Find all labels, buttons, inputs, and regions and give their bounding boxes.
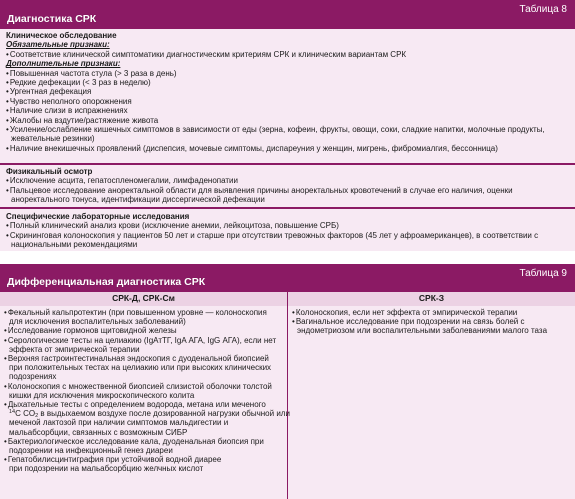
list-item: • Ургентная дефекация [6, 87, 569, 96]
list-item: • Чувство неполного опорожнения [6, 97, 569, 106]
list-item-continuation: эффекта от эмпирической терапии [9, 344, 140, 354]
list-item: • Наличие внекишечных проявлений (диспепсия, мочевые симптомы, диспареуния у женщин, мигрень, фибромиалгия, бессонница) [6, 144, 569, 153]
table-9-number: Таблица 9 [519, 268, 567, 279]
list-item: • Повышенная частота стула (> 3 раза в день) [6, 69, 569, 78]
divider [0, 207, 575, 209]
table-9-title: Дифференциальная диагностика СРК [7, 276, 206, 288]
list-item: • Наличие слизи в испражнениях [6, 106, 569, 115]
column-header-right: СРК-З [288, 292, 575, 306]
list-item: • Исследование гормонов щитовидной железы [4, 326, 283, 335]
list-item: • Верхняя гастроинтестинальная эндоскопия с дуоденальной биопсией [4, 354, 283, 363]
table-9 [0, 264, 575, 499]
list-item-continuation: аноректального тонуса, идентификации диссергической дефекации [11, 195, 265, 205]
subheading-mandatory: Обязательные признаки: [6, 40, 110, 50]
list-item: • Редкие дефекации (< 3 раз в неделю) [6, 78, 569, 87]
list-item: • Вагинальное исследование при подозрении на связь болей с [292, 317, 571, 326]
list-item: • Скрининговая колоноскопия у пациентов 50 лет и старше при отсутствии тревожных факторов (45 лет у афроамериканцев), в соответствии с [6, 231, 569, 240]
section-physical-exam [0, 165, 575, 205]
section-lab-tests [0, 210, 575, 250]
list-item: • Исключение асцита, гепатоспленомегалии, лимфаденопатии [6, 176, 569, 185]
list-item: • Фекальный кальпротектин (при повышенном уровне — колоноскопия [4, 308, 283, 317]
section-heading: Специфические лабораторные исследования [6, 212, 190, 221]
list-item: • Бактериологическое исследование кала, дуоденальная биопсия при [4, 437, 283, 446]
section-clinical-exam [0, 29, 575, 153]
isotope-superscript: 14 [9, 409, 16, 416]
subheading-additional: Дополнительные признаки: [6, 59, 121, 69]
table-8-number: Таблица 8 [519, 4, 567, 15]
co2-rest: в выдыхаемом воздухе после дозированной нагрузки обычной или [38, 409, 290, 419]
co2-text: C CO [15, 409, 36, 419]
list-item: • Колоноскопия, если нет эффекта от эмпирической терапии [292, 308, 571, 317]
column-header-left: СРК-Д, СРК-См [0, 292, 287, 306]
list-item-continuation: для исключения воспалительных заболеваний) [9, 317, 186, 327]
list-item: • Колоноскопия с множественной биопсией слизистой оболочки толстой [4, 382, 283, 391]
list-item-continuation: национальными рекомендациями [11, 240, 138, 250]
list-item-continuation [4, 409, 290, 420]
list-item: • Полный клинический анализ крови (исключение анемии, лейкоцитоза, повышение СРБ) [6, 221, 569, 230]
list-item-continuation: эндометриозом или воспалительными заболеваниями малого таза [297, 326, 548, 336]
column-left [0, 308, 290, 474]
list-item-continuation: жевательные резинки) [11, 134, 95, 144]
list-item: • Соответствие клинической симптоматики диагностическим критериям СРК и клиническим вариантам СРК [6, 50, 569, 59]
list-item-continuation: меченой лактозой при наличии симптомов мальдигестии и [9, 418, 229, 428]
list-item: • Усиление/ослабление кишечных симптомов в зависимости от еды (зерна, кофеин, фрукты, овощи, соки, сладкие напитки, молочные продукты, [6, 125, 569, 134]
list-item: • Жалобы на вздутие/растяжение живота [6, 116, 569, 125]
list-item-continuation: подозрениях [9, 372, 57, 382]
list-item: • Гепатобилисцинтиграфия при устойчивой водной диарее [4, 455, 283, 464]
list-item: • Серологические тесты на целиакию (IgАтТГ, IgA АГА, IgG АГА), если нет [4, 336, 283, 345]
co2-subscript: 2 [35, 413, 39, 420]
list-item-continuation: мальабсорбции, связанных с возможным СИБР [9, 427, 188, 437]
column-right [288, 308, 575, 336]
list-item-continuation: подозрении на инфекционный генез диареи [9, 446, 173, 456]
list-item-continuation: при подозрении на мальабсорбцию желчных кислот [9, 464, 204, 474]
section-heading: Клиническое обследование [6, 31, 117, 40]
table-8-header [0, 0, 575, 29]
table-8-title: Диагностика СРК [7, 13, 97, 25]
table-9-header [0, 264, 575, 292]
section-heading: Физикальный осмотр [6, 167, 93, 176]
list-item-continuation: кишки для исключения микроскопического колита [9, 390, 195, 400]
list-item-continuation: при положительных тестах на целиакию или при высоких клинических [9, 363, 272, 373]
list-item: • Пальцевое исследование аноректальной области для выявления причины аноректальных кровотечений в случае его наличия, оценки [6, 186, 569, 195]
list-item: • Дыхательные тесты с определением водорода, метана или меченого [4, 400, 283, 409]
